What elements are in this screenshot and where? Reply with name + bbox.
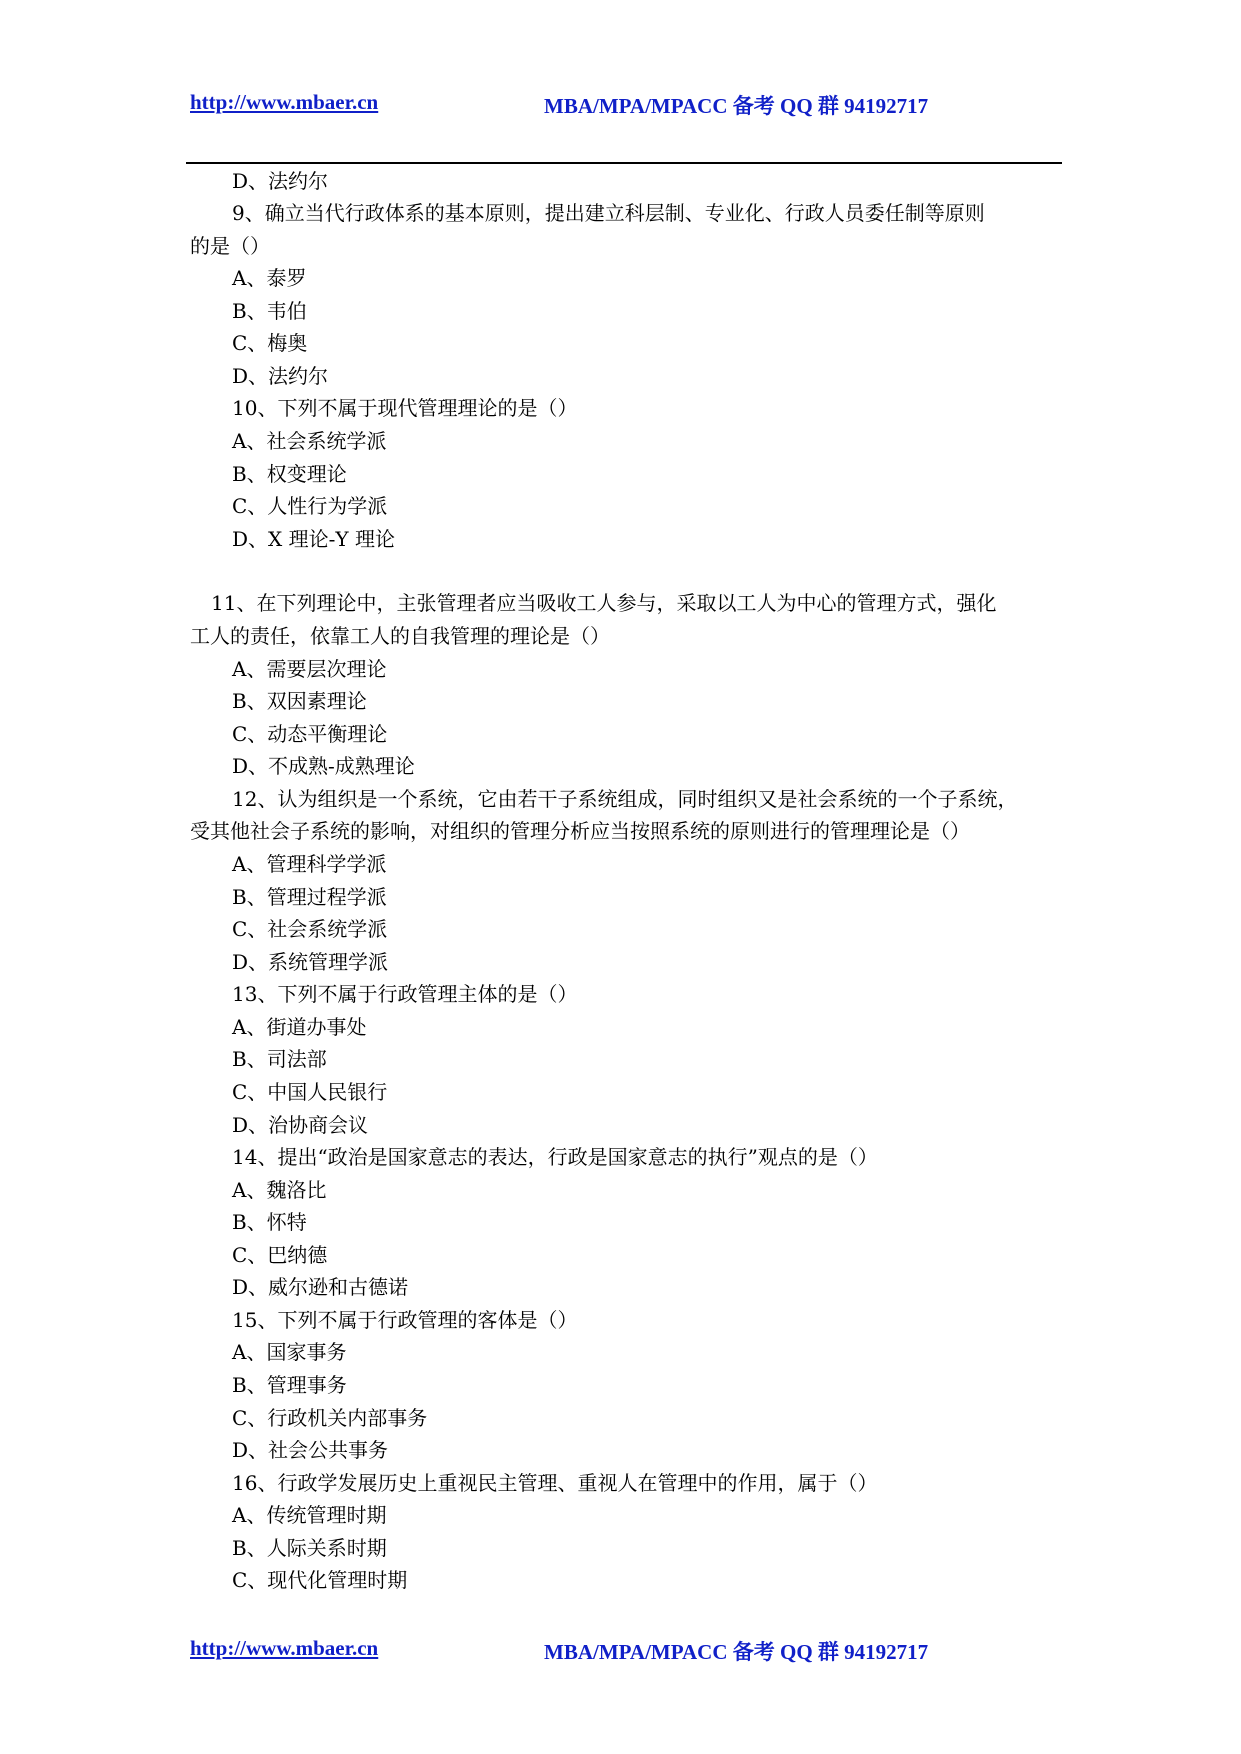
text-line: D、法约尔 (232, 364, 329, 388)
text-line: 15、下列不属于行政管理的客体是（） (232, 1308, 578, 1332)
page-header (190, 90, 1060, 120)
text-line: B、双因素理论 (232, 689, 367, 713)
text-line: B、管理过程学派 (232, 885, 387, 909)
text-line: B、管理事务 (232, 1373, 347, 1397)
text-line: 13、下列不属于行政管理主体的是（） (232, 982, 578, 1006)
text-line: C、巴纳德 (232, 1243, 328, 1267)
text-line: 11、在下列理论中，主张管理者应当吸收工人参与，采取以工人为中心的管理方式，强化 (211, 591, 997, 615)
footer-qq-group: MBA/MPA/MPACC 备考 QQ 群 94192717 (544, 1640, 929, 1664)
text-line: C、动态平衡理论 (232, 722, 388, 746)
text-line: C、中国人民银行 (232, 1080, 388, 1104)
text-line: A、街道办事处 (232, 1015, 367, 1039)
text-line: D、威尔逊和古德诺 (232, 1275, 409, 1299)
text-line: D、社会公共事务 (232, 1438, 389, 1462)
text-line: B、司法部 (232, 1047, 327, 1071)
text-line: 的是（） (190, 234, 270, 258)
text-line: A、魏洛比 (232, 1178, 327, 1202)
text-line: C、社会系统学派 (232, 917, 388, 941)
text-line: D、系统管理学派 (232, 950, 389, 974)
text-line: 16、行政学发展历史上重视民主管理、重视人在管理中的作用，属于（） (232, 1471, 878, 1495)
text-line: A、社会系统学派 (232, 429, 387, 453)
text-line: A、传统管理时期 (232, 1503, 387, 1527)
text-line: B、韦伯 (232, 299, 307, 323)
text-line: D、治协商会议 (232, 1113, 369, 1137)
text-line: 12、认为组织是一个系统，它由若干子系统组成，同时组织又是社会系统的一个子系统， (232, 787, 1018, 811)
header-qq-group: MBA/MPA/MPACC 备考 QQ 群 94192717 (544, 94, 929, 118)
header-rule (186, 162, 1062, 164)
text-line: A、国家事务 (232, 1340, 347, 1364)
header-url-link[interactable]: http://www.mbaer.cn (190, 90, 379, 114)
text-line: B、权变理论 (232, 462, 347, 486)
text-line: C、行政机关内部事务 (232, 1406, 428, 1430)
text-line: D、不成熟-成熟理论 (232, 754, 415, 778)
page-footer (190, 1636, 1060, 1666)
text-line: 工人的责任，依靠工人的自我管理的理论是（） (190, 624, 610, 648)
text-line: 受其他社会子系统的影响，对组织的管理分析应当按照系统的原则进行的管理理论是（） (190, 819, 970, 843)
text-line: B、人际关系时期 (232, 1536, 387, 1560)
text-line: D、X 理论-Y 理论 (232, 527, 395, 551)
text-line: C、现代化管理时期 (232, 1568, 408, 1592)
text-line: A、需要层次理论 (232, 657, 387, 681)
text-line: 9、确立当代行政体系的基本原则，提出建立科层制、专业化、行政人员委任制等原则 (232, 201, 985, 225)
text-line: A、管理科学学派 (232, 852, 387, 876)
text-line: D、法约尔 (232, 169, 329, 193)
text-line: 10、下列不属于现代管理理论的是（） (232, 396, 578, 420)
text-line: C、人性行为学派 (232, 494, 388, 518)
text-line: A、泰罗 (232, 266, 307, 290)
text-line: 14、提出“政治是国家意志的表达，行政是国家意志的执行”观点的是（） (232, 1145, 878, 1169)
footer-url-link[interactable]: http://www.mbaer.cn (190, 1636, 379, 1660)
text-line: C、梅奥 (232, 331, 308, 355)
text-line: B、怀特 (232, 1210, 307, 1234)
